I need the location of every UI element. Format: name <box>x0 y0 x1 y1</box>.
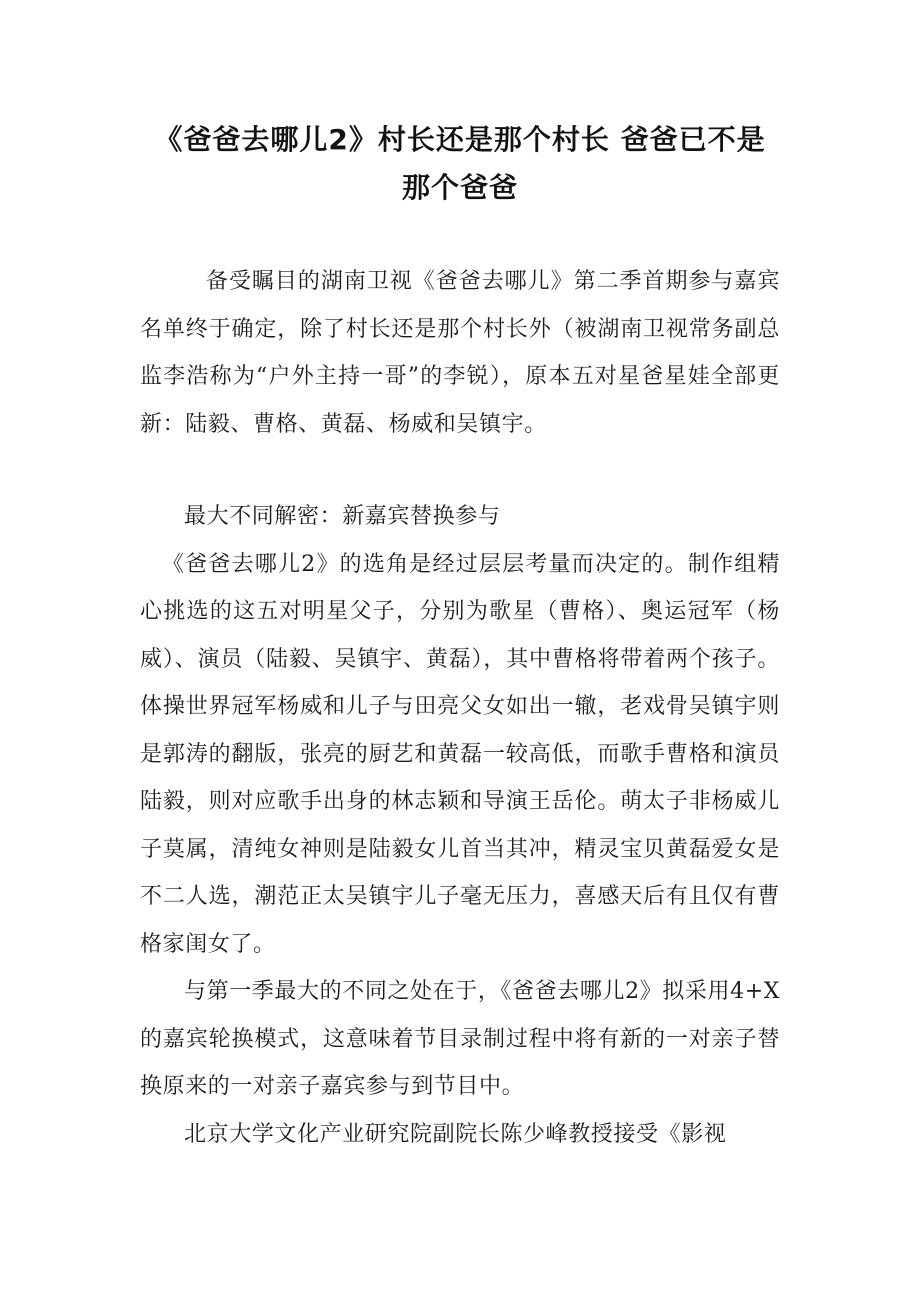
paragraph-casting: 《爸爸去哪儿2》的选角是经过层层考量而决定的。制作组精心挑选的这五对明星父子，分别为歌星（曹格）、奥运冠军（杨威）、演员（陆毅、吴镇宇、黄磊），其中曹格将带着两个孩子。体操世界冠军杨威和儿子与田亮父女如出一辙，老戏骨吴镇宇则是郭涛的翻版，张亮的厨艺和黄磊一较高低，而歌手曹格和演员陆毅，则对应歌手出身的林志颖和导演王岳伦。萌太子非杨威儿子莫属，清纯女神则是陆毅女儿首当其冲，精灵宝贝黄磊爱女是不二人选，潮范正太吴镇宇儿子毫无压力，喜感天后有且仅有曹格家闺女了。 <box>140 551 780 957</box>
article-body <box>140 258 780 1158</box>
paragraph-intro: 备受瞩目的湖南卫视《爸爸去哪儿》第二季首期参与嘉宾名单终于确定，除了村长还是那个村长外（被湖南卫视常务副总监李浩称为“户外主持一哥”的李锐），原本五对星爸星娃全部更新：陆毅、曹格、黄磊、杨威和吴镇宇。 <box>140 269 780 437</box>
paragraph-gap <box>140 448 780 493</box>
paragraph-expert: 北京大学文化产业研究院副院长陈少峰教授接受《影视 <box>184 1121 727 1147</box>
paragraph-rotation: 与第一季最大的不同之处在于，《爸爸去哪儿2》拟采用4+X的嘉宾轮换模式，这意味着节目录制过程中将有新的一对亲子替换原来的一对亲子嘉宾参与到节目中。 <box>140 979 780 1099</box>
article-title: 《爸爸去哪儿2》村长还是那个村长 爸爸已不是那个爸爸 <box>154 123 766 204</box>
section-heading: 最大不同解密：新嘉宾替换参与 <box>184 504 501 529</box>
